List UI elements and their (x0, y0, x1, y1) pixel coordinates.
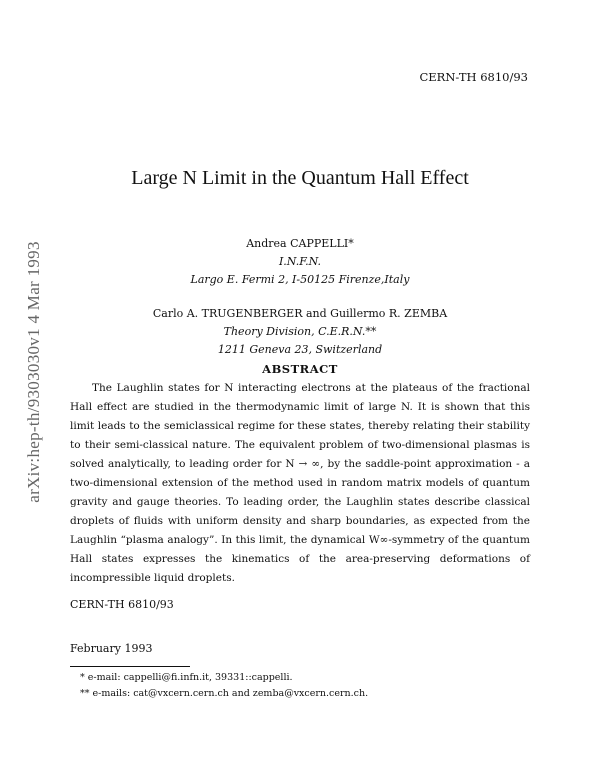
date: February 1993 (70, 642, 153, 655)
footnote-rule (70, 666, 190, 667)
author2-names: Carlo A. TRUGENBERGER and Guillermo R. ZEMBA (152, 307, 448, 320)
author1-institution: I.N.F.N. (278, 255, 322, 268)
footnote-1: * e-mail: cappelli@fi.infn.it, 39331::cappelli. (80, 672, 293, 683)
author1-name: Andrea CAPPELLI* (246, 237, 354, 250)
abstract-heading: ABSTRACT (262, 362, 338, 376)
author1-address: Largo E. Fermi 2, I-50125 Firenze,Italy (190, 273, 410, 286)
arxiv-stamp-text: arXiv:hep-th/9303030v1 4 Mar 1993 (24, 241, 43, 503)
abstract-text: The Laughlin states for N interacting electrons at the plateaus of the fractional Hall effect are studied in the thermodynamic limit of large N. It is shown that this limit leads to the semiclassical regime for these states, thereby relating their stability to their semi-classical nature. The equivalent problem of two-dimensional plasmas is solved analytically, to leading order for N → ∞, by the saddle-point approximation - a two-dimensional extension of the method used in random matrix models of quantum gravity and gauge theories. To leading order, the Laughlin states describe classical droplets of fluids with uniform density and sharp boundaries, as expected from the Laughlin “plasma analogy”. In this limit, the dynamical W∞-symmetry of the quantum Hall states expresses the kinematics of the area-preserving deformations of incompressible liquid droplets. (70, 382, 530, 584)
author2-address: 1211 Geneva 23, Switzerland (217, 343, 383, 356)
footnote-2: ** e-mails: cat@vxcern.cern.ch and zemba@vxcern.cern.ch. (80, 688, 369, 699)
paper-title: Large N Limit in the Quantum Hall Effect (131, 167, 469, 189)
report-number-bottom: CERN-TH 6810/93 (70, 598, 174, 611)
author2-division: Theory Division, C.E.R.N.** (223, 325, 377, 338)
arxiv-stamp (24, 212, 44, 532)
report-number-top: CERN-TH 6810/93 (419, 70, 528, 84)
